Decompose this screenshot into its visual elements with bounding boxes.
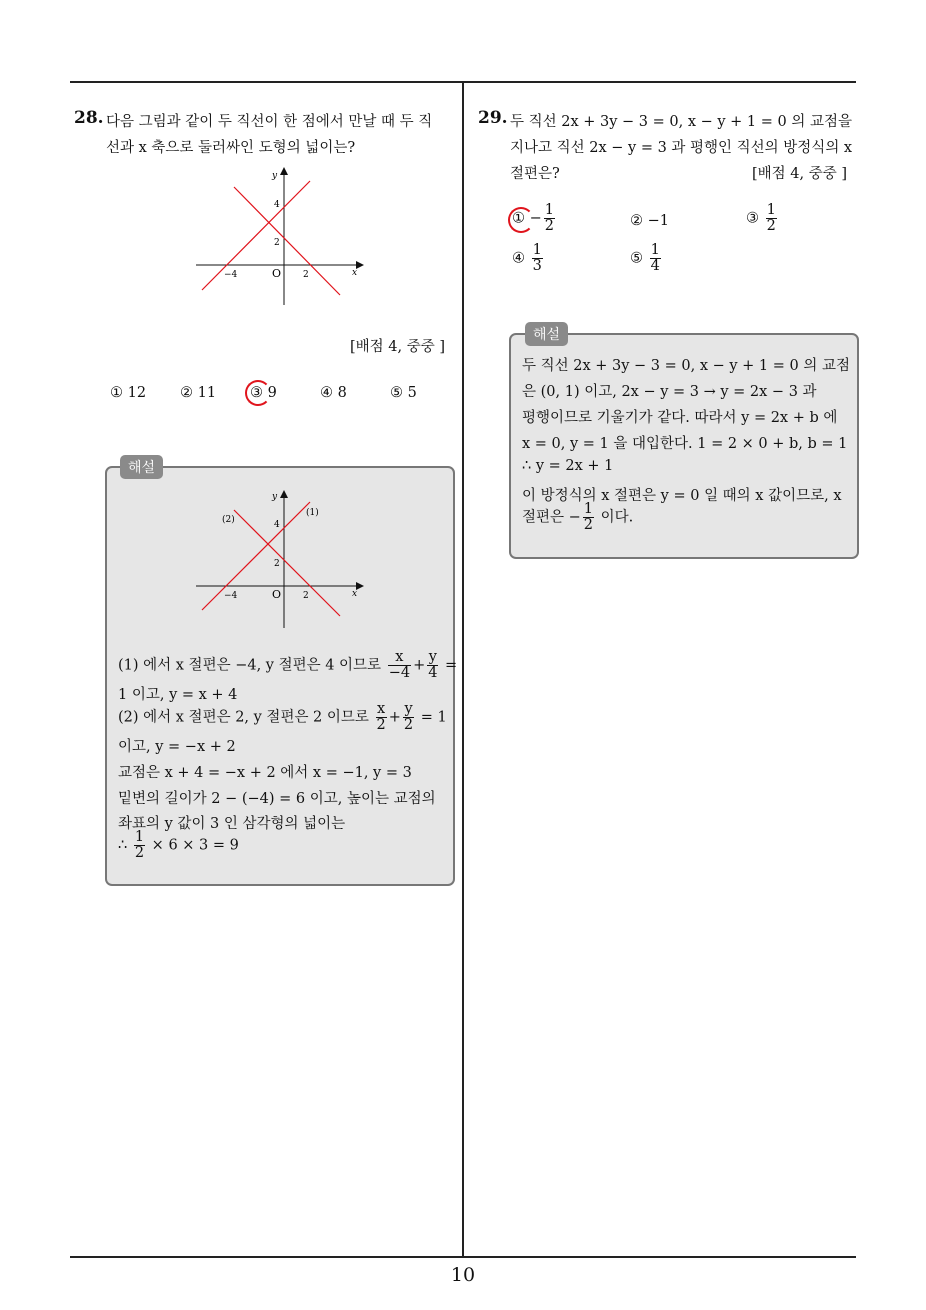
- question-number: 29.: [478, 108, 508, 128]
- graph-line-2: [234, 510, 340, 616]
- solution-text: × 6 × 3 = 9: [147, 837, 239, 854]
- solution-line: 평행이므로 기울기가 같다. 따라서 y = 2x + b 에: [522, 410, 838, 426]
- solution-text: 이다.: [596, 509, 634, 526]
- choice-value: −1: [647, 213, 669, 229]
- fraction: [583, 502, 594, 533]
- denominator: 2: [583, 517, 594, 534]
- denominator: 2: [544, 218, 554, 235]
- denominator: 2: [134, 845, 145, 862]
- solution-tab: 해설: [120, 455, 163, 479]
- question-text-line: 선과 x 축으로 둘러싸인 도형의 넓이는?: [106, 140, 356, 156]
- choice-5[interactable]: [630, 243, 663, 274]
- tick-label: 2: [303, 270, 309, 280]
- fraction: [650, 243, 661, 274]
- numerator: 1: [583, 501, 594, 517]
- bottom-rule: [70, 1256, 856, 1258]
- choice-1[interactable]: [110, 385, 146, 401]
- denominator: −4: [388, 665, 411, 682]
- x-axis-label: x: [352, 589, 358, 599]
- solution-line: 밑변의 길이가 2 − (−4) = 6 이고, 높이는 교점의: [118, 791, 436, 807]
- choice-mark: ①: [512, 210, 525, 227]
- solution-line: 교점은 x + 4 = −x + 2 에서 x = −1, y = 3: [118, 765, 412, 781]
- numerator: x: [388, 650, 411, 666]
- choice-mark: ③: [746, 210, 759, 227]
- tick-label: 4: [274, 520, 280, 530]
- denominator: 4: [650, 258, 660, 275]
- choice-mark: ④: [320, 385, 333, 401]
- selected-answer-circle: [245, 380, 271, 406]
- fraction: [403, 702, 414, 733]
- solution-line: [522, 502, 633, 533]
- page-number: 10: [450, 1264, 476, 1286]
- solution-line: 좌표의 y 값이 3 인 삼각형의 넓이는: [118, 816, 346, 832]
- denominator: 3: [532, 258, 542, 275]
- numerator: 1: [532, 242, 542, 258]
- solution-line: 1 이고, y = x + 4: [118, 687, 238, 703]
- fraction: [376, 702, 387, 733]
- y-axis-label: y: [272, 492, 278, 502]
- graph-line-1: [202, 502, 310, 610]
- tick-label: 2: [303, 591, 309, 601]
- solution-line: 이 방정식의 x 절편은 y = 0 일 때의 x 값이므로, x: [522, 488, 842, 504]
- solution-tab: 해설: [525, 322, 568, 346]
- solution-line: 이고, y = −x + 2: [118, 739, 236, 755]
- choice-mark: ②: [180, 385, 193, 401]
- tick-label: 4: [274, 200, 280, 210]
- solution-line: [118, 702, 447, 733]
- choice-4[interactable]: [512, 243, 545, 274]
- operator: +: [413, 657, 426, 674]
- numerator: y: [404, 701, 413, 717]
- choice-mark: ⑤: [390, 385, 403, 401]
- line-2-label: (2): [222, 515, 235, 525]
- choice-value: 12: [127, 385, 147, 401]
- fraction: [532, 243, 543, 274]
- choice-value: 11: [197, 385, 217, 401]
- origin-label: O: [272, 588, 282, 601]
- fraction: [388, 650, 411, 681]
- origin-label: O: [272, 267, 282, 280]
- question-number: 28.: [74, 108, 104, 128]
- tick-label: 2: [274, 559, 280, 569]
- solution-line: ∴ y = 2x + 1: [522, 458, 614, 474]
- choice-value: 8: [337, 385, 347, 401]
- solution-graph: [190, 488, 370, 633]
- sign: −: [529, 210, 542, 227]
- fraction: [134, 830, 145, 861]
- solution-line: 두 직선 2x + 3y − 3 = 0, x − y + 1 = 0 의 교점: [522, 358, 850, 374]
- fraction: [427, 650, 438, 681]
- denominator: 2: [766, 218, 776, 235]
- choice-4[interactable]: [320, 385, 347, 401]
- choice-mark: ③: [250, 385, 263, 401]
- numerator: 1: [544, 202, 554, 218]
- question-text-line: 절편은?: [510, 166, 560, 182]
- question-graph: [190, 165, 370, 310]
- denominator: 4: [428, 665, 438, 682]
- fraction: [544, 203, 555, 234]
- numerator: y: [428, 649, 437, 665]
- y-axis-label: y: [272, 171, 278, 181]
- numerator: 1: [134, 829, 145, 845]
- choice-value: 9: [267, 385, 277, 401]
- tick-label: −4: [224, 270, 238, 280]
- choice-value: 5: [407, 385, 417, 401]
- score-label: [배점 4, 중중 ]: [752, 166, 848, 182]
- therefore-symbol: ∴: [118, 837, 132, 854]
- sign: −: [568, 509, 581, 526]
- fraction: [766, 203, 777, 234]
- score-label: [배점 4, 중중 ]: [350, 339, 446, 355]
- solution-line: [118, 650, 457, 681]
- column-divider: [462, 81, 464, 1258]
- choice-2[interactable]: [180, 385, 216, 401]
- numerator: 1: [766, 202, 776, 218]
- tick-label: −4: [224, 591, 238, 601]
- selected-answer-circle: [508, 207, 534, 233]
- choice-mark: ②: [630, 213, 643, 229]
- solution-line: x = 0, y = 1 을 대입한다. 1 = 2 × 0 + b, b = 1: [522, 436, 848, 452]
- x-axis-label: x: [352, 268, 358, 278]
- operator: +: [388, 709, 401, 726]
- denominator: 2: [403, 717, 414, 734]
- denominator: 2: [376, 717, 386, 734]
- choice-mark: ①: [110, 385, 123, 401]
- question-text-line: 지나고 직선 2x − y = 3 과 평행인 직선의 방정식의 x: [510, 140, 853, 156]
- numerator: 1: [650, 242, 660, 258]
- question-text-line: 다음 그림과 같이 두 직선이 한 점에서 만날 때 두 직: [106, 114, 433, 130]
- solution-line: 은 (0, 1) 이고, 2x − y = 3 → y = 2x − 3 과: [522, 384, 817, 400]
- operator: =: [440, 657, 458, 674]
- solution-text: (1) 에서 x 절편은 −4, y 절편은 4 이므로: [118, 657, 386, 674]
- solution-text: 절편은: [522, 509, 569, 526]
- line-1-label: (1): [306, 508, 319, 518]
- choice-mark: ④: [512, 250, 525, 267]
- operator: = 1: [416, 709, 447, 726]
- numerator: x: [377, 701, 386, 717]
- choice-5[interactable]: [390, 385, 417, 401]
- solution-line: [118, 830, 239, 861]
- solution-text: (2) 에서 x 절편은 2, y 절편은 2 이므로: [118, 709, 374, 726]
- choice-3[interactable]: [746, 203, 779, 234]
- tick-label: 2: [274, 238, 280, 248]
- question-text-line: 두 직선 2x + 3y − 3 = 0, x − y + 1 = 0 의 교점을: [510, 114, 852, 130]
- choice-2[interactable]: [630, 213, 669, 229]
- choice-mark: ⑤: [630, 250, 643, 267]
- graph-line-1: [202, 181, 310, 290]
